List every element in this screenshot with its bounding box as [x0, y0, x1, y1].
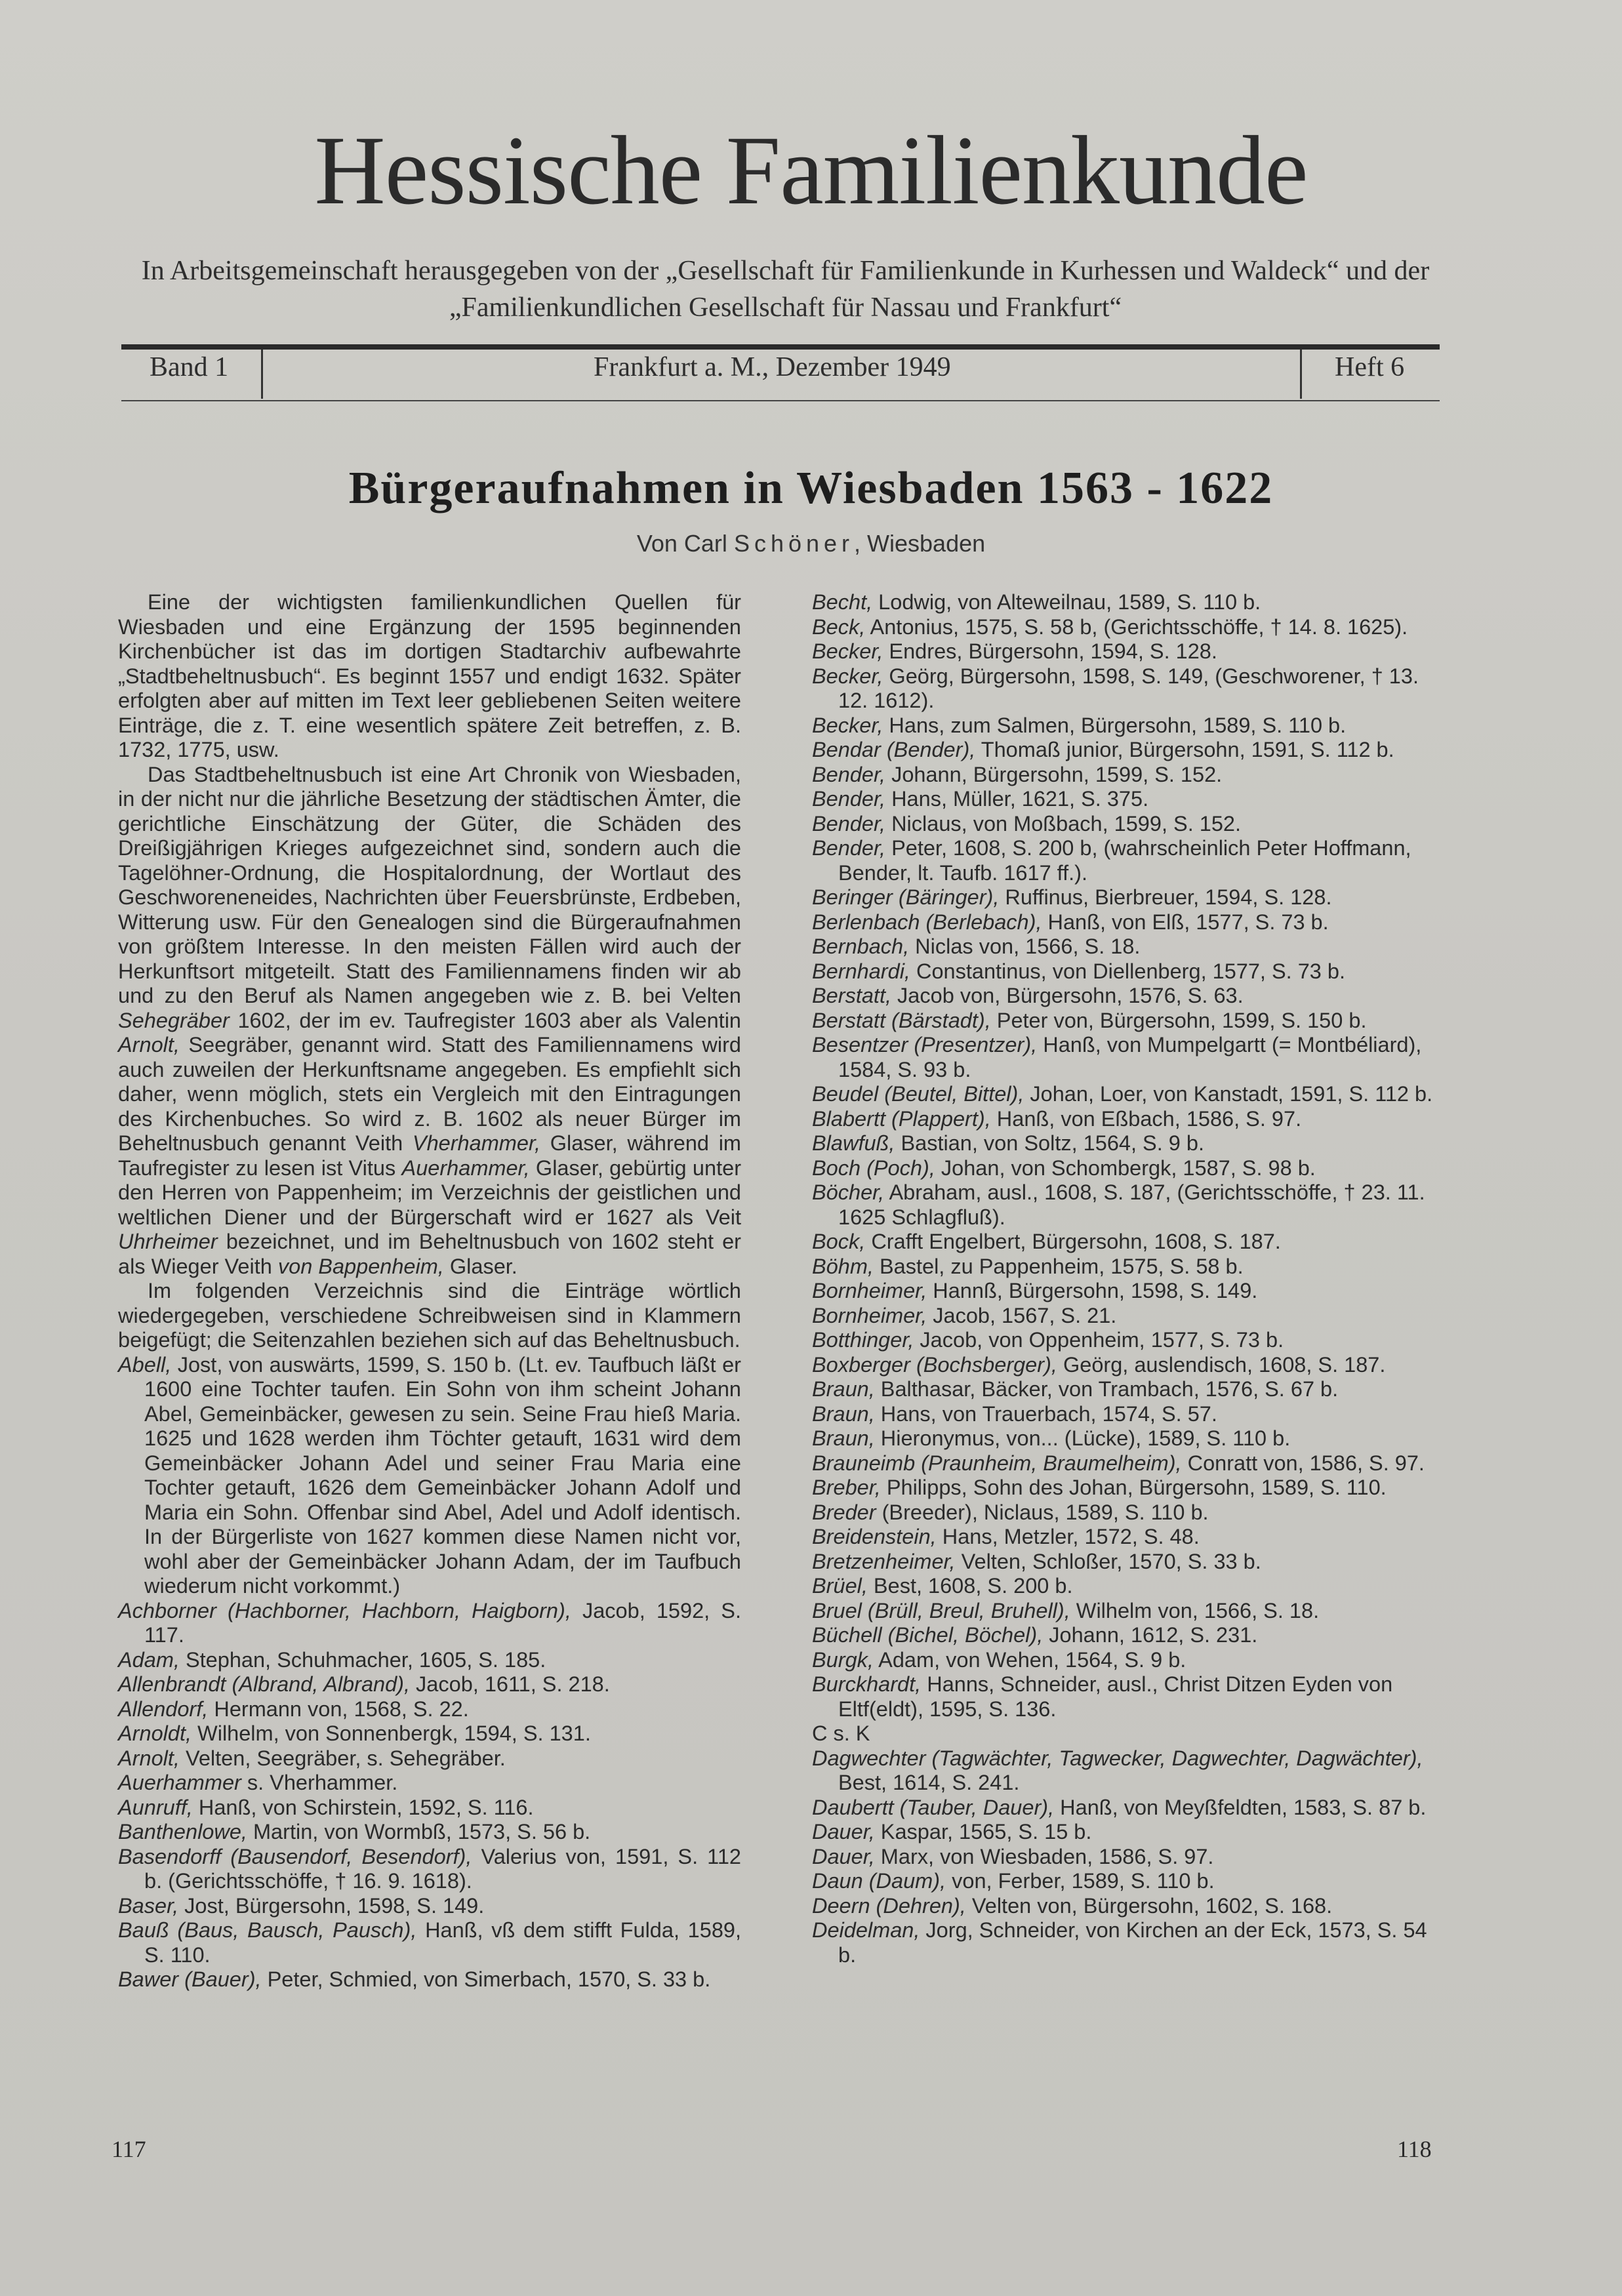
byline [0, 528, 1622, 559]
entry-details: Hannß, Bürgersohn, 1598, S. 149. [927, 1279, 1258, 1302]
register-entry [118, 1845, 741, 1894]
register-entry [812, 1796, 1442, 1821]
entry-details: Hans, Müller, 1621, S. 375. [885, 787, 1149, 811]
right-column [812, 590, 1442, 1967]
entry-details: Antonius, 1575, S. 58 b, (Gerichtsschöffe, † 14. 8. 1625). [865, 614, 1408, 639]
register-entry [118, 1796, 741, 1821]
entry-details: (Breeder), Niclaus, 1589, S. 110 b. [876, 1500, 1209, 1524]
entry-details: Hanß, von Schirstein, 1592, S. 116. [192, 1795, 534, 1819]
left-column [118, 590, 741, 1992]
entry-details: Stephan, Schuhmacher, 1605, S. 185. [179, 1647, 546, 1672]
journal-subtitle [128, 252, 1443, 326]
register-entry [812, 1033, 1442, 1082]
register-entry [812, 664, 1442, 714]
entry-name: Auerhammer [118, 1771, 241, 1794]
register-entry [812, 910, 1442, 935]
entry-name: Burckhardt, [812, 1672, 922, 1696]
register-entry [812, 1377, 1442, 1402]
entry-details: Hermann von, 1568, S. 22. [208, 1697, 469, 1721]
register-entry [812, 1672, 1442, 1722]
register-entry [812, 1180, 1442, 1230]
entry-details: Adam, von Wehen, 1564, S. 9 b. [873, 1647, 1186, 1672]
entry-details: Jacob, 1567, S. 21. [927, 1303, 1117, 1327]
register-entry [812, 1402, 1442, 1427]
entry-name: Blawfuß, [812, 1131, 895, 1155]
entry-details: Jost, von auswärts, 1599, S. 150 b. (Lt. ev. Taufbuch läßt er 1600 eine Tochter taufen. Ein Sohn von ihm scheint Johann Abel, Gemeinbäcker, gewesen zu sein. Seine Frau hieß Maria. 1625 und 1628 werden ihm Töchter getauft, 1631 wird dem Gemeinbäcker Johann Adel und seiner Frau Maria eine Tochter getauft, 1626 dem Gemeinbäcker Johann Adolf und Maria ein Sohn. Offenbar sind Abel, Adel und Adolf identisch. In der Bürgerliste von 1627 kommen diese Namen nicht vor, wohl aber der Gemeinbäcker Johann Adam, der im Taufbuch wiederum nicht vorkommt.) [144, 1352, 741, 1598]
entry-details: Johann, 1612, S. 231. [1043, 1623, 1258, 1647]
entry-name: Achborner (Hachborner, Hachborn, Haigborn), [118, 1598, 571, 1622]
entry-name: Dagwechter (Tagwächter, Tagwecker, Dagwechter, Dagwächter), [812, 1746, 1423, 1770]
entry-name: Bock, [812, 1230, 866, 1253]
entry-name: Bernbach, [812, 935, 910, 958]
register-entry [118, 1771, 741, 1796]
subtitle-line-1: In Arbeitsgemeinschaft herausgegeben von der „Gesellschaft für Familienkunde in Kurhessen und Waldeck“ und der [141, 256, 1430, 286]
entry-details: Ruffinus, Bierbreuer, 1594, S. 128. [999, 885, 1332, 909]
entry-name: Allenbrandt (Albrand, Albrand), [118, 1672, 411, 1696]
entry-name: Beringer (Bäringer), [812, 885, 1000, 909]
register-entry [812, 1279, 1442, 1304]
entry-name: Beudel (Beutel, Bittel), [812, 1082, 1024, 1106]
entry-name: Büchell (Bichel, Böchel), [812, 1623, 1044, 1647]
entry-name: Bauß (Baus, Bausch, Pausch), [118, 1918, 417, 1942]
byline-suffix: , Wiesbaden [854, 530, 986, 557]
register-entry [812, 836, 1442, 885]
entry-name: Bornheimer, [812, 1303, 927, 1327]
register-entry [812, 738, 1442, 763]
entry-name: Böcher, [812, 1180, 885, 1204]
register-entry [812, 714, 1442, 738]
register-entry [118, 1894, 741, 1919]
entry-details: Best, 1608, S. 200 b. [867, 1574, 1073, 1598]
register-entry [118, 1722, 741, 1746]
register-entry [812, 1746, 1442, 1796]
register-entry [118, 1967, 741, 1992]
entry-details: Jorg, Schneider, von Kirchen an der Eck, 1573, S. 54 b. [838, 1918, 1427, 1967]
header-rule-top [121, 344, 1440, 350]
register-entry [812, 1599, 1442, 1624]
entry-name: Becker, [812, 639, 883, 663]
entry-details: Hanß, von Eßbach, 1586, S. 97. [990, 1106, 1302, 1131]
entry-details: Johan, Loer, von Kanstadt, 1591, S. 112 b. [1024, 1082, 1433, 1106]
entry-name: Arnoldt, [118, 1722, 192, 1745]
entry-name: Bawer (Bauer), [118, 1967, 262, 1991]
register-entry [812, 1648, 1442, 1673]
entry-details: Hanß, von Meyßfeldten, 1583, S. 87 b. [1054, 1795, 1427, 1819]
register-entry [812, 1353, 1442, 1378]
entry-details: Abraham, ausl., 1608, S. 187, (Gerichtsschöffe, † 23. 11. 1625 Schlagfluß). [838, 1180, 1425, 1229]
entry-details: Hieronymus, von... (Lücke), 1589, S. 110 b. [874, 1426, 1291, 1450]
entry-name: Bender, [812, 787, 886, 811]
entry-name: Brüel, [812, 1574, 868, 1598]
entry-details: Hans, Metzler, 1572, S. 48. [936, 1525, 1200, 1548]
entry-details: Geörg, Bürgersohn, 1598, S. 149, (Geschworener, † 13. 12. 1612). [838, 664, 1419, 712]
register-entry [812, 1845, 1442, 1870]
entry-details: Best, 1614, S. 241. [838, 1771, 1020, 1794]
register-entry [812, 1082, 1442, 1107]
register-entry [812, 1869, 1442, 1894]
entry-details: Wilhelm von, 1566, S. 18. [1070, 1598, 1320, 1622]
register-entry [812, 763, 1442, 788]
entry-name: Burgk, [812, 1647, 874, 1672]
byline-prefix: Von Carl [636, 530, 727, 557]
register-entry [812, 885, 1442, 910]
subtitle-line-2: „Familienkundlichen Gesellschaft für Nassau und Frankfurt“ [449, 292, 1122, 323]
register-entry [812, 1525, 1442, 1550]
entry-name: Daun (Daum), [812, 1869, 946, 1893]
register-entry [812, 1230, 1442, 1255]
register-entry [812, 1574, 1442, 1599]
register-entry [812, 1550, 1442, 1575]
entry-name: Deern (Dehren), [812, 1893, 966, 1918]
page-number-right: 118 [1397, 2136, 1432, 2162]
entry-details: Hanß, von Mumpelgartt (= Montbéliard), 1584, S. 93 b. [838, 1033, 1422, 1081]
entry-name: Böhm, [812, 1254, 874, 1278]
entry-details: Wilhelm, von Sonnenbergk, 1594, S. 131. [192, 1722, 591, 1745]
entry-details: Marx, von Wiesbaden, 1586, S. 97. [874, 1844, 1214, 1868]
register-entry [812, 935, 1442, 959]
intro-paragraph-1: Eine der wichtigsten familienkundlichen Quellen für Wiesbaden und eine Ergänzung der 1595 beginnenden Kirchenbücher ist das im dortigen Stadtarchiv aufbewahrte „Stadtbeheltnusbuch“. Es beginnt 1557 und endigt 1632. Später erfolgten aber auf mitten im Text leer gebliebenen Seiten weitere Einträge, die z. T. eine wesentlich spätere Zeit betreffen, z. B. 1732, 1775, usw. [118, 590, 741, 761]
register-entry [118, 1672, 741, 1697]
entry-details: Thomaß junior, Bürgersohn, 1591, S. 112 b. [975, 738, 1394, 761]
entry-details: Philipps, Sohn des Johan, Bürgersohn, 1589, S. 110. [880, 1476, 1387, 1499]
entry-name: Deidelman, [812, 1918, 920, 1942]
register-entry [812, 1255, 1442, 1279]
entry-details: Hanß, vß dem stifft Fulda, 1589, S. 110. [144, 1918, 741, 1967]
journal-title: Hessische Familienkunde [314, 116, 1308, 225]
entries-list-right [812, 590, 1442, 1967]
entry-name: Arnolt, [118, 1746, 180, 1770]
register-entry [118, 1353, 741, 1599]
entry-details: Geörg, auslendisch, 1608, S. 187. [1057, 1352, 1386, 1377]
entry-name: Blabertt (Plappert), [812, 1106, 991, 1131]
register-entry [812, 1623, 1442, 1648]
register-entry [118, 1697, 741, 1722]
register-entry [812, 787, 1442, 812]
header-divider-right [1300, 350, 1302, 399]
place-date: Frankfurt a. M., Dezember 1949 [594, 352, 951, 382]
entry-details: Crafft Engelbert, Bürgersohn, 1608, S. 187. [865, 1230, 1281, 1253]
entry-details: C s. K [812, 1722, 870, 1745]
issue-label: Heft 6 [1335, 352, 1405, 382]
register-entry [812, 1156, 1442, 1181]
entry-name: Becker, [812, 713, 883, 737]
register-entry [812, 639, 1442, 664]
register-entry [118, 1820, 741, 1845]
page-number-left: 117 [112, 2136, 146, 2162]
entry-name: Braun, [812, 1377, 875, 1401]
entry-details: Bastian, von Soltz, 1564, S. 9 b. [895, 1131, 1204, 1155]
register-entry [812, 1304, 1442, 1329]
register-entry [118, 1746, 741, 1771]
entry-details: Lodwig, von Alteweilnau, 1589, S. 110 b. [872, 590, 1261, 614]
entry-name: Boxberger (Bochsberger), [812, 1352, 1057, 1377]
entry-name: Bernhardi, [812, 959, 910, 983]
register-entry [812, 615, 1442, 640]
header-rule-bottom [121, 400, 1440, 401]
entry-details: von, Ferber, 1589, S. 110 b. [946, 1869, 1215, 1893]
entry-details: Peter von, Bürgersohn, 1599, S. 150 b. [990, 1008, 1367, 1032]
entry-name: Bendar (Bender), [812, 738, 976, 761]
register-entry [812, 1918, 1442, 1967]
entry-name: Allendorf, [118, 1697, 209, 1721]
entry-name: Basendorff (Bausendorf, Besendorf), [118, 1844, 472, 1868]
entry-name: Aunruff, [118, 1795, 193, 1819]
entry-details: Johan, von Schombergk, 1587, S. 98 b. [935, 1156, 1316, 1180]
entry-name: Braun, [812, 1426, 875, 1450]
entry-name: Braun, [812, 1401, 875, 1426]
entry-details: Peter, 1608, S. 200 b, (wahrscheinlich Peter Hoffmann, Bender, lt. Taufb. 1617 ff.). [838, 836, 1411, 885]
entry-details: Velten von, Bürgersohn, 1602, S. 168. [965, 1893, 1333, 1918]
entry-details: Constantinus, von Diellenberg, 1577, S. 73 b. [910, 959, 1346, 983]
entry-name: Becker, [812, 664, 883, 688]
entry-name: Becht, [812, 590, 873, 614]
volume-label: Band 1 [150, 352, 229, 382]
register-entry [812, 1451, 1442, 1476]
entry-name: Baser, [118, 1893, 179, 1918]
entry-details: Hanß, von Elß, 1577, S. 73 b. [1042, 910, 1329, 934]
entry-name: Botthinger, [812, 1328, 914, 1352]
entry-name: Berstatt (Bärstadt), [812, 1008, 991, 1032]
entry-details: s. Vherhammer. [241, 1771, 398, 1794]
entry-details: Jost, Bürgersohn, 1598, S. 149. [178, 1893, 485, 1918]
entry-details: Endres, Bürgersohn, 1594, S. 128. [883, 639, 1217, 663]
entry-name: Daubertt (Tauber, Dauer), [812, 1795, 1055, 1819]
header-divider-left [261, 350, 263, 399]
entry-name: Dauer, [812, 1844, 875, 1868]
entry-name: Brauneimb (Praunheim, Braumelheim), [812, 1451, 1182, 1475]
entry-name: Bender, [812, 836, 886, 860]
entry-details: Hans, zum Salmen, Bürgersohn, 1589, S. 110 b. [883, 713, 1347, 737]
intro-paragraph-2: Das Stadtbeheltnusbuch ist eine Art Chronik von Wiesbaden, in der nicht nur die jährliche Besetzung der städtischen Ämter, die gerichtliche Einschätzung der Güter, die Schäden des Dreißigjährigen Krieges aufgezeichnet sind, sondern auch die Tagelöhner-Ordnung, die Hospitalordnung, der Wortlaut des Geschworeneneides, Nachrichten über Feuersbrünste, Erdbeben, Witterung usw. Für den Genealogen sind die Bürgeraufnahmen von größtem Interesse. In den meisten Fällen wird auch der Herkunftsort mitgeteilt. Statt des Familiennamens finden wir ab und zu den Beruf als Namen angegeben wie z. B. bei Velten Sehegräber 1602, der im ev. Taufregister 1603 aber als Valentin Arnolt, Seegräber, genannt wird. Statt des Familiennamens wird auch zuweilen der Herkunftsname angegeben. Es empfiehlt sich daher, wenn möglich, stets ein Vergleich mit den Eintragungen des Kirchenbuches. So wird z. B. 1602 als neuer Bürger im Beheltnusbuch genannt Veith Vherhammer, Glaser, während im Taufregister zu lesen ist Vitus Auerhammer, Glaser, gebürtig unter den Herren von Pappenheim; im Verzeichnis der geistlichen und weltlichen Diener und der Bürgerschaft wird er 1627 als Veit Uhrheimer bezeichnet, und im Beheltnusbuch von 1602 steht er als Wieger Veith von Bappenheim, Glaser. [118, 762, 742, 1278]
register-entry [812, 1107, 1442, 1132]
register-entry [812, 1820, 1442, 1845]
register-entry [812, 590, 1442, 615]
register-entry [118, 1599, 741, 1648]
register-entry [812, 959, 1442, 984]
entry-details: Peter, Schmied, von Simerbach, 1570, S. 33 b. [261, 1967, 711, 1991]
register-entry [812, 1426, 1442, 1451]
register-entry [812, 1476, 1442, 1500]
register-entry [812, 1894, 1442, 1919]
entry-name: Bruel (Brüll, Breul, Bruhell), [812, 1598, 1070, 1622]
entry-name: Berlenbach (Berlebach), [812, 910, 1042, 934]
entry-name: Breidenstein, [812, 1525, 937, 1548]
entry-name: Bretzenheimer, [812, 1549, 956, 1573]
article-title: Bürgeraufnahmen in Wiesbaden 1563 - 1622 [348, 463, 1274, 514]
entry-name: Bender, [812, 811, 886, 836]
entry-name: Banthenlowe, [118, 1820, 247, 1843]
entry-name: Dauer, [812, 1820, 875, 1843]
entry-name: Adam, [118, 1647, 180, 1672]
entry-details: Bastel, zu Pappenheim, 1575, S. 58 b. [873, 1254, 1244, 1278]
entries-list-left [118, 1353, 741, 1992]
entry-name: Beck, [812, 614, 866, 639]
entry-details: Jacob von, Bürgersohn, 1576, S. 63. [891, 984, 1244, 1007]
register-entry [812, 1009, 1442, 1034]
register-entry [118, 1918, 741, 1967]
entry-details: Jacob, 1592, S. 117. [144, 1598, 741, 1647]
entry-details: Hans, von Trauerbach, 1574, S. 57. [874, 1401, 1217, 1426]
entry-name: Besentzer (Presentzer), [812, 1033, 1038, 1057]
entry-details: Niclaus, von Moßbach, 1599, S. 152. [885, 811, 1242, 836]
entry-name: Bornheimer, [812, 1279, 927, 1302]
entry-details: Jacob, von Oppenheim, 1577, S. 73 b. [914, 1328, 1284, 1352]
register-entry [812, 1500, 1442, 1525]
entry-details: Johann, Bürgersohn, 1599, S. 152. [885, 762, 1223, 786]
entry-details: Kaspar, 1565, S. 15 b. [874, 1820, 1092, 1843]
register-entry [812, 984, 1442, 1009]
entry-details: Velten, Seegräber, s. Sehegräber. [179, 1746, 506, 1770]
register-entry [812, 812, 1442, 837]
register-entry [812, 1722, 1442, 1746]
entry-name: Bender, [812, 762, 886, 786]
register-entry [118, 1648, 741, 1673]
entry-name: Boch (Poch), [812, 1156, 935, 1180]
entry-name: Berstatt, [812, 984, 892, 1007]
byline-author: Schöner [733, 530, 855, 557]
entry-details: Niclas von, 1566, S. 18. [909, 935, 1141, 958]
entry-details: Velten, Schloßer, 1570, S. 33 b. [955, 1549, 1261, 1573]
entry-details: Conratt von, 1586, S. 97. [1181, 1451, 1425, 1475]
register-entry [812, 1131, 1442, 1156]
entry-name: Breder [812, 1500, 876, 1524]
register-entry [812, 1328, 1442, 1353]
entry-details: Jacob, 1611, S. 218. [410, 1672, 610, 1696]
entry-details: Valerius von, 1591, S. 112 b. (Gerichtsschöffe, † 16. 9. 1618). [144, 1844, 741, 1893]
entry-details: Martin, von Wormbß, 1573, S. 56 b. [247, 1820, 591, 1843]
entry-details: Hanns, Schneider, ausl., Christ Ditzen Eyden von Eltf(eldt), 1595, S. 136. [838, 1672, 1393, 1721]
entry-name: Breber, [812, 1476, 881, 1499]
entry-name: Abell, [118, 1352, 172, 1377]
intro-paragraph-3: Im folgenden Verzeichnis sind die Einträge wörtlich wiedergegeben, verschiedene Schreibweisen sind in Klammern beigefügt; die Seitenzahlen beziehen sich auf das Beheltnusbuch. [118, 1279, 741, 1352]
entry-details: Balthasar, Bäcker, von Trambach, 1576, S. 67 b. [874, 1377, 1339, 1401]
